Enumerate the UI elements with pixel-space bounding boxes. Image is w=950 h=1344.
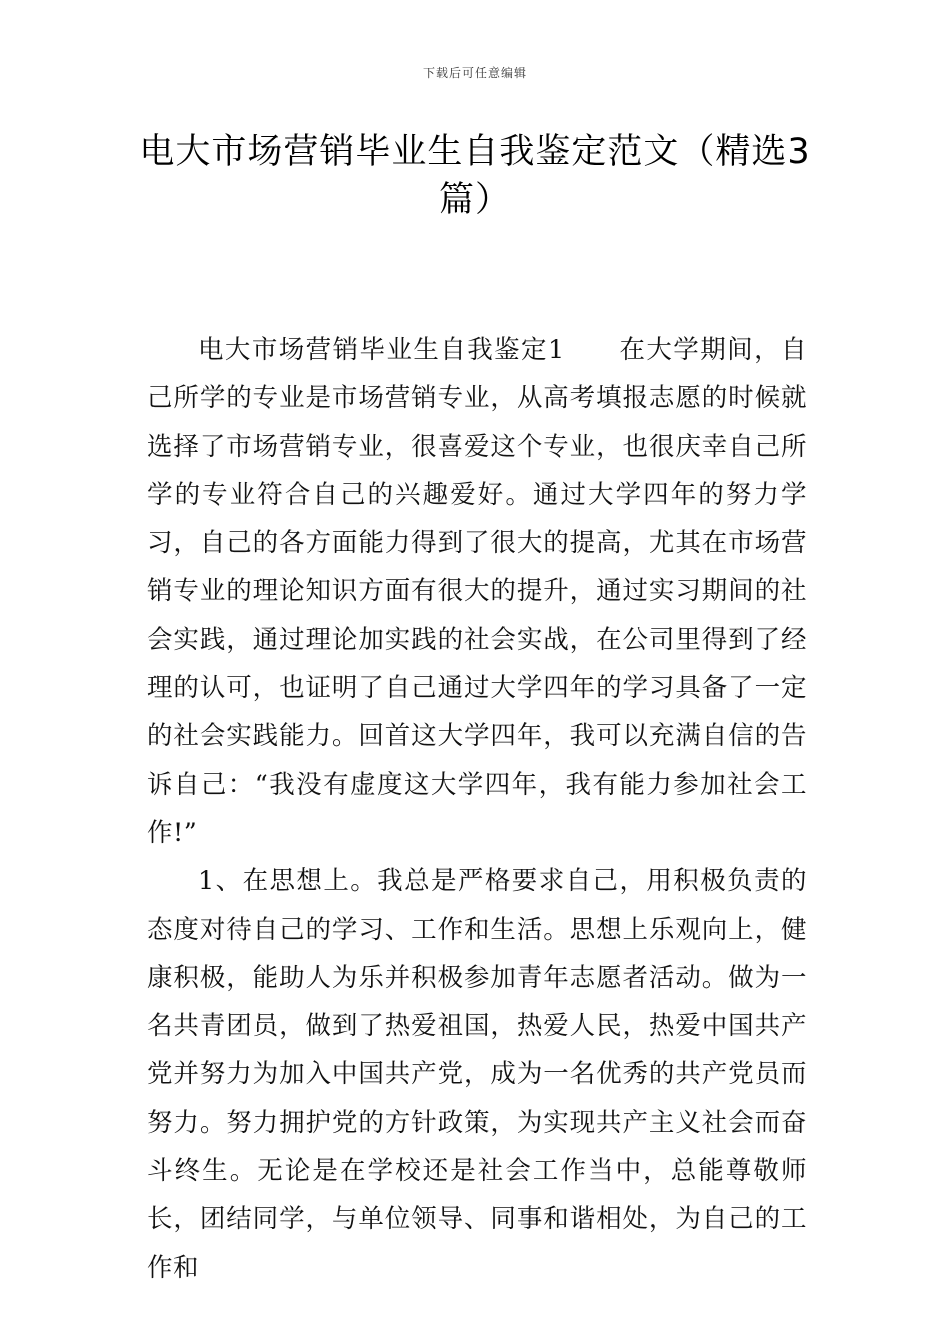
paragraph-thought: 1、在思想上。我总是严格要求自己，用积极负责的态度对待自己的学习、工作和生活。思想上乐观向上，健康积极，能助人为乐并积极参加青年志愿者活动。做为一名共青团员，做到了热爱祖国，热爱人民，热爱中国共产党并努力为加入中国共产党，成为一名优秀的共产党员而努力。努力拥护党的方针政策，为实现共产主义社会而奋斗终生。无论是在学校还是社会工作当中，总能尊敬师长，团结同学，与单位领导、同事和谐相处，为自己的工作和 — [147, 866, 807, 1283]
document-title: 电大市场营销毕业生自我鉴定范文（精选3篇） — [139, 132, 811, 220]
document-body — [147, 326, 807, 1292]
header-note: 下载后可任意编辑 — [422, 66, 527, 80]
paragraph-intro: 电大市场营销毕业生自我鉴定1 在大学期间，自己所学的专业是市场营销专业，从高考填报志愿的时候就选择了市场营销专业，很喜爱这个专业，也很庆幸自己所学的专业符合自己的兴趣爱好。通过大学四年的努力学习，自己的各方面能力得到了很大的提高，尤其在市场营销专业的理论知识方面有很大的提升，通过实习期间的社会实践，通过理论加实践的社会实战，在公司里得到了经理的认可，也证明了自己通过大学四年的学习具备了一定的社会实践能力。回首这大学四年，我可以充满自信的告诉自己：“我没有虚度这大学四年，我有能力参加社会工作!” — [147, 335, 807, 848]
